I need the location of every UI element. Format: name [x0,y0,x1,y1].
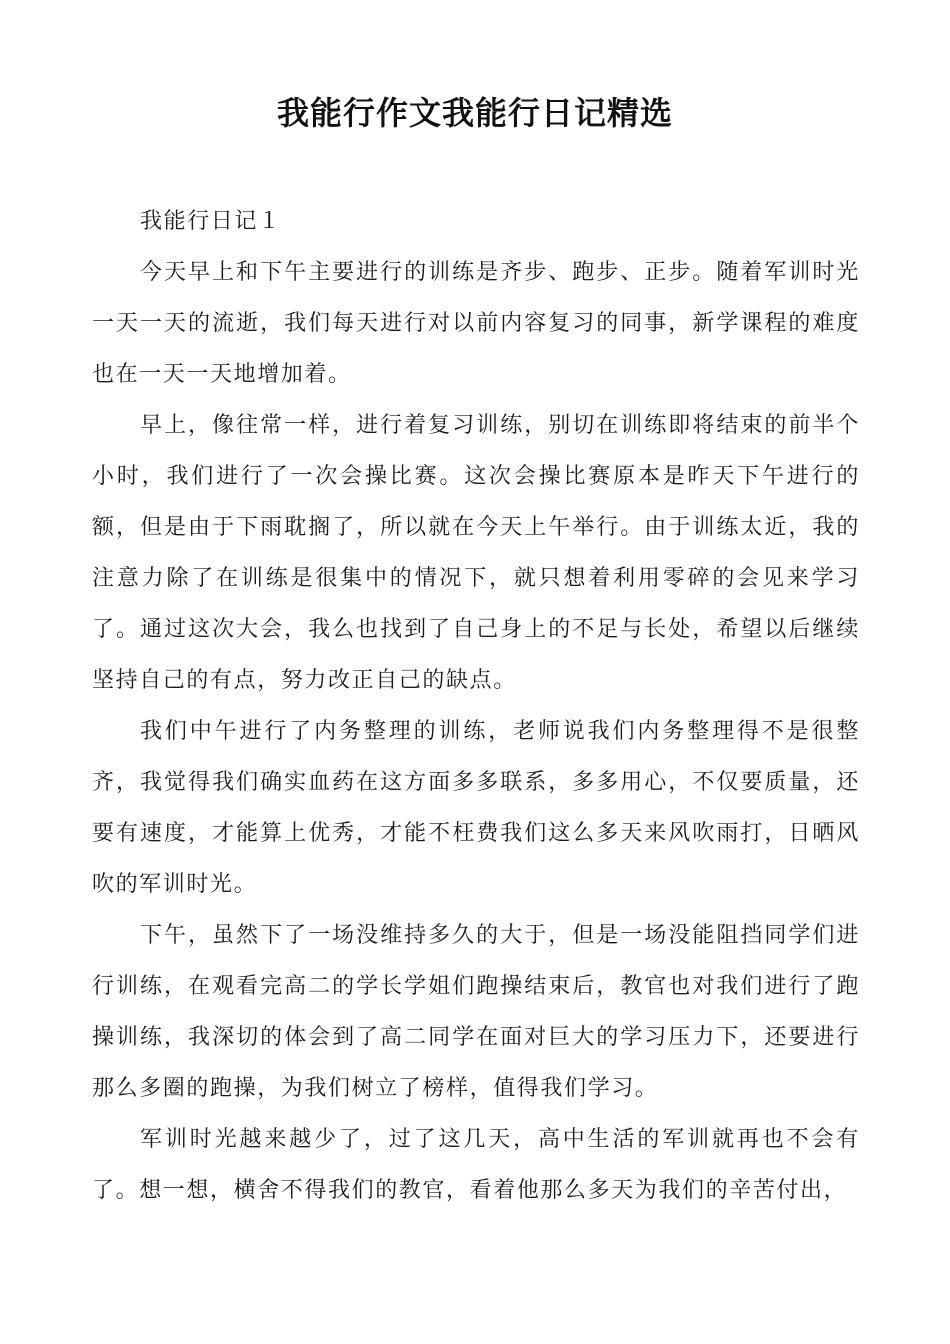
paragraph: 军训时光越来越少了，过了这几天，高中生活的军训就再也不会有了。想一想，横舍不得我们的教官，看着他那么多天为我们的辛苦付出， [92,1127,860,1203]
document-title: 我能行作文我能行日记精选 [276,94,673,132]
section-heading: 我能行日记１ [140,209,282,234]
paragraph: 早上，像往常一样，进行着复习训练，别切在训练即将结束的前半个小时，我们进行了一次会操比赛。这次会操比赛原本是昨天下午进行的额，但是由于下雨耽搁了，所以就在今天上午举行。由于训练太近，我的注意力除了在训练是很集中的情况下，就只想着利用零碎的会见来学习了。通过这次大会，我么也找到了自己身上的不足与长处，希望以后继续坚持自己的有点，努力改正自己的缺点。 [92,413,860,693]
paragraph: 下午，虽然下了一场没维持多久的大于，但是一场没能阻挡同学们进行训练，在观看完高二的学长学姐们跑操结束后，教官也对我们进行了跑操训练，我深切的体会到了高二同学在面对巨大的学习压力下，还要进行那么多圈的跑操，为我们树立了榜样，值得我们学习。 [92,923,860,1101]
paragraph: 我们中午进行了内务整理的训练，老师说我们内务整理得不是很整齐，我觉得我们确实血药在这方面多多联系，多多用心，不仅要质量，还要有速度，才能算上优秀，才能不枉费我们这么多天来风吹雨打，日晒风吹的军训时光。 [92,719,860,897]
paragraph: 今天早上和下午主要进行的训练是齐步、跑步、正步。随着军训时光一天一天的流逝，我们每天进行对以前内容复习的同事，新学课程的难度也在一天一天地增加着。 [92,260,860,387]
document-body [92,196,860,1216]
